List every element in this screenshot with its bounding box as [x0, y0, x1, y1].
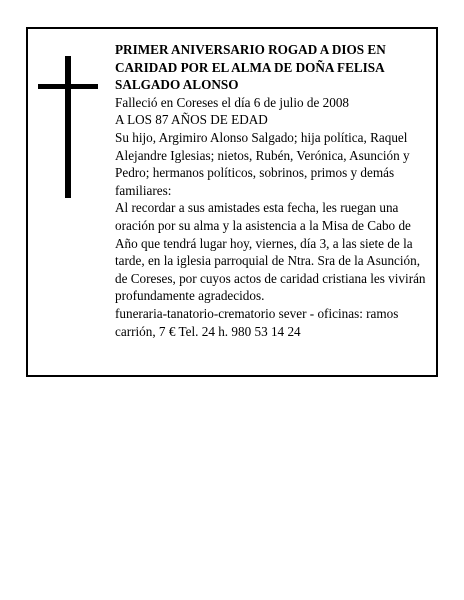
- funeral-home-info: funeraria-tanatorio-crematorio sever - oficinas: ramos carrión, 7 € Tel. 24 h. 980 53 14 24: [115, 305, 399, 339]
- notice-text: [115, 41, 427, 340]
- cross-icon: [38, 56, 98, 198]
- cross-horizontal-bar: [38, 84, 98, 89]
- mass-request: Al recordar a sus amistades esta fecha, les ruegan una oración por su alma y la asistencia a la Misa de Cabo de Año que tendrá lugar hoy, viernes, día 3, a las siete de la tarde, en la iglesia parroquial de Ntra. Sra de la Asunción, de Coreses, por cuyos actos de caridad cristiana les vivirán profundamente agradecidos.: [115, 200, 426, 304]
- death-info: Falleció en Coreses el día 6 de julio de 2008: [115, 94, 350, 110]
- family-list: Su hijo, Argimiro Alonso Salgado; hija política, Raquel Alejandre Iglesias; nietos, Rubén, Verónica, Asunción y Pedro; hermanos políticos, sobrinos, primos y demás familiares:: [115, 129, 410, 198]
- notice-headline: PRIMER ANIVERSARIO ROGAD A DIOS EN CARIDAD POR EL ALMA DE DOÑA FELISA SALGADO ALONSO: [115, 42, 386, 93]
- cross-vertical-bar: [65, 56, 71, 198]
- obituary-notice: [26, 27, 438, 377]
- age-at-death: A LOS 87 AÑOS DE EDAD: [115, 112, 268, 128]
